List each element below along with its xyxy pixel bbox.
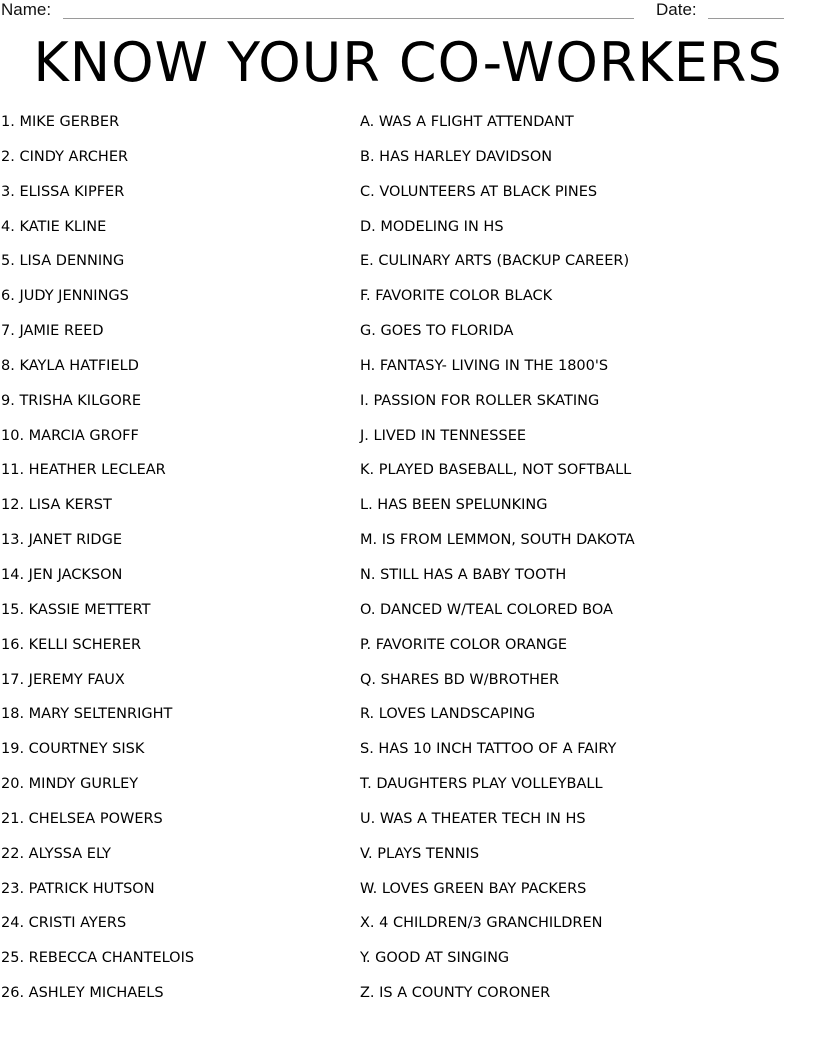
coworker-fact-item: A. WAS A FLIGHT ATTENDANT bbox=[360, 114, 574, 130]
name-label: Name: bbox=[1, 0, 52, 19]
coworker-fact-item: P. FAVORITE COLOR ORANGE bbox=[360, 636, 568, 653]
coworker-name-item: 3. ELISSA KIPFER bbox=[1, 183, 125, 200]
coworker-fact-item: E. CULINARY ARTS (BACKUP CAREER) bbox=[360, 253, 630, 270]
page-title: KNOW YOUR CO-WORKERS bbox=[33, 31, 783, 94]
coworker-fact-item: M. IS FROM LEMMON, SOUTH DAKOTA bbox=[360, 532, 635, 549]
coworker-name-item: 18. MARY SELTENRIGHT bbox=[1, 706, 173, 723]
date-label: Date: bbox=[656, 0, 697, 19]
coworker-facts-list bbox=[360, 112, 800, 1018]
coworker-fact-item: K. PLAYED BASEBALL, NOT SOFTBALL bbox=[360, 462, 632, 479]
coworker-fact-item: X. 4 CHILDREN/3 GRANCHILDREN bbox=[360, 915, 603, 932]
coworker-fact-item: I. PASSION FOR ROLLER SKATING bbox=[360, 392, 600, 409]
coworker-fact-item: B. HAS HARLEY DAVIDSON bbox=[360, 148, 553, 165]
coworker-fact-item: U. WAS A THEATER TECH IN HS bbox=[360, 810, 586, 827]
coworker-name-item: 10. MARCIA GROFF bbox=[1, 427, 139, 444]
coworker-name-item: 7. JAMIE REED bbox=[1, 323, 104, 340]
coworker-fact-item: Q. SHARES BD W/BROTHER bbox=[360, 671, 560, 688]
date-field[interactable] bbox=[708, 18, 784, 19]
coworker-name-item: 13. JANET RIDGE bbox=[1, 532, 122, 549]
name-field[interactable] bbox=[63, 18, 634, 19]
coworker-fact-item: R. LOVES LANDSCAPING bbox=[360, 706, 536, 723]
coworker-name-item: 8. KAYLA HATFIELD bbox=[1, 357, 139, 374]
coworker-fact-item: O. DANCED W/TEAL COLORED BOA bbox=[360, 601, 613, 618]
coworker-name-item: 22. ALYSSA ELY bbox=[1, 845, 111, 862]
coworker-fact-item: C. VOLUNTEERS AT BLACK PINES bbox=[360, 183, 598, 200]
coworker-name-item: 14. JEN JACKSON bbox=[1, 566, 123, 583]
coworker-fact-item: N. STILL HAS A BABY TOOTH bbox=[360, 566, 567, 583]
coworker-fact-item: W. LOVES GREEN BAY PACKERS bbox=[360, 880, 587, 897]
coworker-fact-item: Y. GOOD AT SINGING bbox=[360, 950, 510, 967]
coworker-name-item: 23. PATRICK HUTSON bbox=[1, 880, 155, 897]
coworker-fact-item: T. DAUGHTERS PLAY VOLLEYBALL bbox=[360, 776, 603, 793]
coworker-fact-item: L. HAS BEEN SPELUNKING bbox=[360, 497, 548, 514]
coworker-fact-item: V. PLAYS TENNIS bbox=[360, 845, 480, 862]
coworker-name-item: 21. CHELSEA POWERS bbox=[1, 810, 163, 827]
coworker-name-item: 15. KASSIE METTERT bbox=[1, 601, 151, 618]
coworker-name-item: 25. REBECCA CHANTELOIS bbox=[1, 950, 195, 967]
coworker-name-item: 11. HEATHER LECLEAR bbox=[1, 462, 166, 479]
coworker-fact-item: Z. IS A COUNTY CORONER bbox=[360, 985, 551, 1002]
coworker-name-item: 5. LISA DENNING bbox=[1, 253, 125, 270]
coworker-fact-item: S. HAS 10 INCH TATTOO OF A FAIRY bbox=[360, 741, 617, 758]
coworker-names-list bbox=[1, 112, 341, 1018]
coworker-name-item: 2. CINDY ARCHER bbox=[1, 148, 129, 165]
coworker-fact-item: J. LIVED IN TENNESSEE bbox=[360, 427, 527, 444]
coworker-name-item: 16. KELLI SCHERER bbox=[1, 636, 142, 653]
coworker-name-item: 20. MINDY GURLEY bbox=[1, 776, 139, 793]
coworker-name-item: 19. COURTNEY SISK bbox=[1, 741, 145, 758]
coworker-fact-item: H. FANTASY- LIVING IN THE 1800'S bbox=[360, 357, 609, 374]
coworker-name-item: 24. CRISTI AYERS bbox=[1, 915, 127, 932]
coworker-name-item: 9. TRISHA KILGORE bbox=[1, 392, 142, 409]
worksheet-header bbox=[0, 0, 816, 26]
coworker-fact-item: D. MODELING IN HS bbox=[360, 218, 504, 235]
coworker-name-item: 17. JEREMY FAUX bbox=[1, 671, 125, 688]
coworker-name-item: 6. JUDY JENNINGS bbox=[1, 288, 129, 305]
coworker-fact-item: G. GOES TO FLORIDA bbox=[360, 323, 514, 340]
coworker-name-item: 4. KATIE KLINE bbox=[1, 218, 107, 235]
coworker-name-item: 12. LISA KERST bbox=[1, 497, 112, 514]
coworker-name-item: 26. ASHLEY MICHAELS bbox=[1, 985, 164, 1002]
coworker-fact-item: F. FAVORITE COLOR BLACK bbox=[360, 288, 553, 305]
coworker-name-item: 1. MIKE GERBER bbox=[1, 114, 120, 130]
